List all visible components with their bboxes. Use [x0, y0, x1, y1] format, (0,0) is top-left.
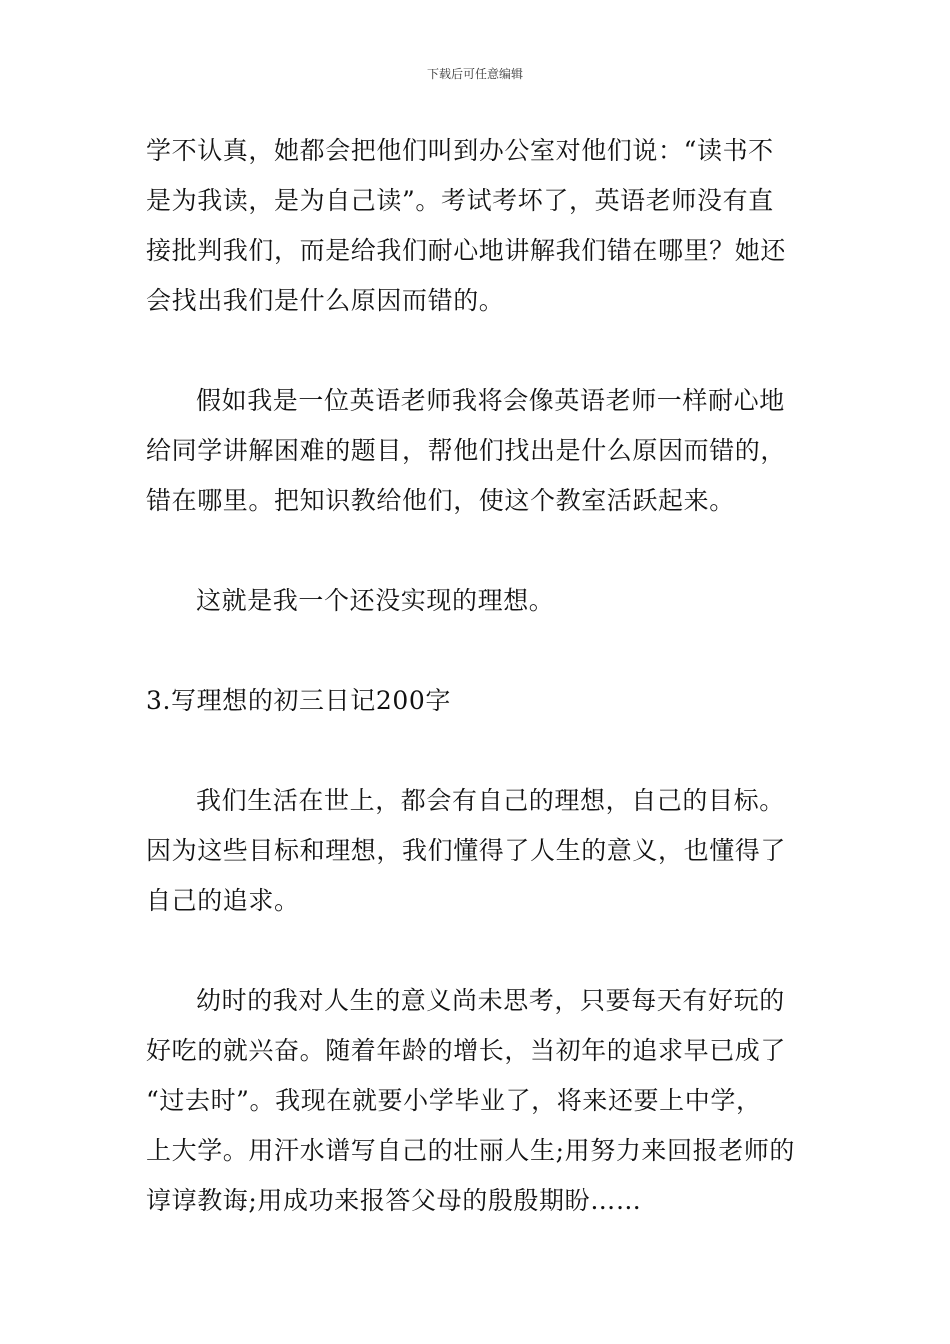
paragraph-gap [146, 326, 808, 376]
text-line: 是为我读，是为自己读”。考试考坏了，英语老师没有直 [146, 186, 774, 215]
text-line: 会找出我们是什么原因而错的。 [146, 286, 505, 315]
text-line: 接批判我们，而是给我们耐心地讲解我们错在哪里？她还 [146, 236, 787, 265]
paragraph-2 [146, 376, 808, 526]
text-line: 谆谆教诲;用成功来报答父母的殷殷期盼…… [146, 1186, 642, 1215]
paragraph-gap [146, 626, 808, 676]
text-line: 我们生活在世上，都会有自己的理想，自己的目标。 [196, 786, 785, 815]
text-line: 幼时的我对人生的意义尚未思考，只要每天有好玩的 [196, 986, 785, 1015]
paragraph-gap [146, 526, 808, 576]
text-line: 自己的追求。 [146, 886, 300, 915]
paragraph-1 [146, 126, 808, 326]
page-header: 下载后可任意编辑 [426, 67, 523, 81]
paragraph-5 [146, 976, 808, 1226]
heading-line: 3.写理想的初三日记200字 [146, 686, 451, 715]
text-line: 上大学。用汗水谱写自己的壮丽人生;用努力来回报老师的 [146, 1136, 796, 1165]
text-line: 给同学讲解困难的题目，帮他们找出是什么原因而错的， [146, 436, 787, 465]
document-body [146, 126, 808, 1226]
paragraph-gap [146, 726, 808, 776]
paragraph-4 [146, 776, 808, 926]
text-line: 好吃的就兴奋。随着年龄的增长，当初年的追求早已成了 [146, 1036, 787, 1065]
text-line: 这就是我一个还没实现的理想。 [196, 586, 555, 615]
paragraph-gap [146, 926, 808, 976]
text-line: 假如我是一位英语老师我将会像英语老师一样耐心地 [196, 386, 785, 415]
section-heading [146, 676, 808, 726]
text-line: 学不认真，她都会把他们叫到办公室对他们说：“读书不 [146, 136, 774, 165]
paragraph-3 [146, 576, 808, 626]
text-line: 错在哪里。把知识教给他们，使这个教室活跃起来。 [146, 486, 735, 515]
text-line: “过去时”。我现在就要小学毕业了，将来还要上中学， [146, 1086, 762, 1115]
text-line: 因为这些目标和理想，我们懂得了人生的意义，也懂得了 [146, 836, 787, 865]
